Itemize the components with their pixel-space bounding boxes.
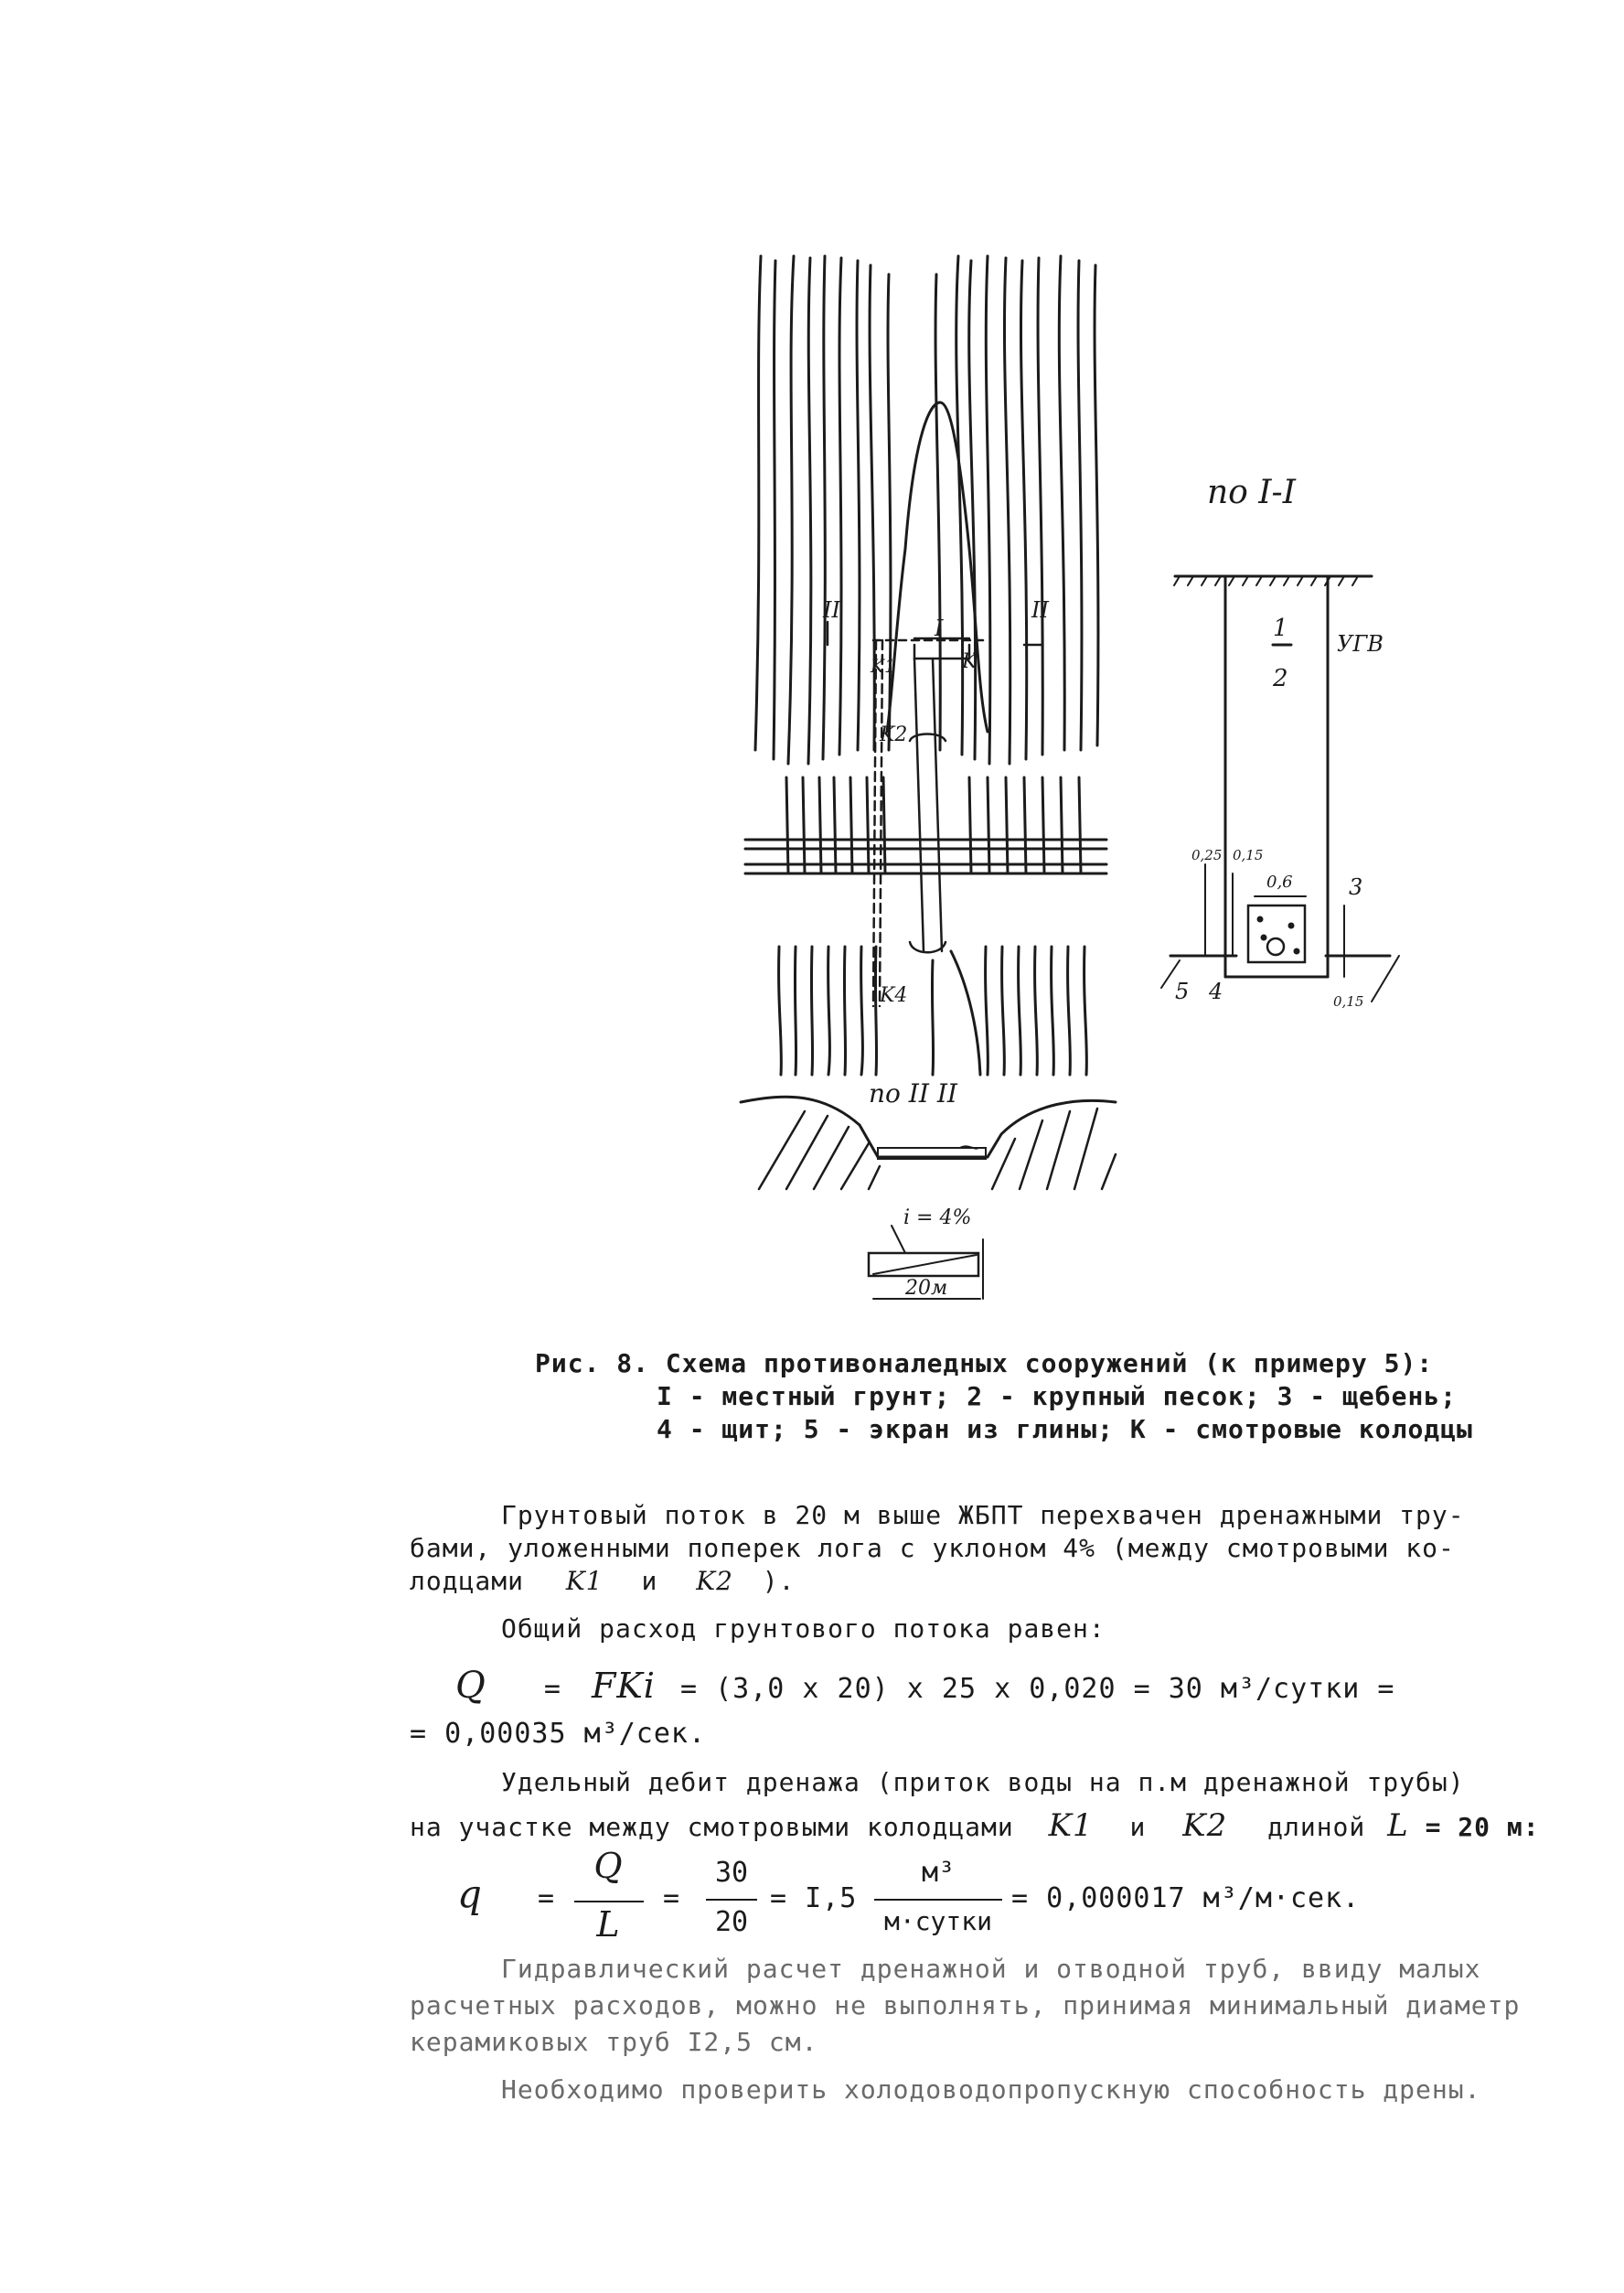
paragraph-1-line-2: бами, уложенными поперек лога с уклоном 4% (между смотровыми ко-: [410, 1533, 1455, 1563]
paragraph-1-line-3: [410, 1566, 796, 1596]
well-k2-label: K2: [880, 723, 908, 746]
length-value: = 20 м:: [1425, 1812, 1540, 1842]
section-1-title: по I-I: [1207, 474, 1296, 511]
plan-view-contours-bottom: [779, 947, 1087, 1075]
conjunction-2: и: [1129, 1812, 1147, 1842]
well-k2-symbol: K2: [696, 1566, 733, 1596]
conjunction: и: [641, 1566, 658, 1596]
formula-1-line-2: = 0,00035 м³/сек.: [410, 1718, 707, 1750]
dim-label-3: 0,6: [1266, 873, 1293, 892]
layer-2-label: 2: [1273, 665, 1288, 692]
plan-view-contours-middle: [745, 777, 1106, 873]
paragraph-2: Общий расход грунтового потока равен:: [501, 1613, 1106, 1644]
dim-label-1: 0,25: [1191, 847, 1223, 863]
paragraph-1-line-3-start: лодцами: [410, 1566, 525, 1596]
groundwater-level-label: УГВ: [1337, 631, 1384, 657]
paragraph-3-line-2-start: на участке между смотровыми колодцами: [410, 1812, 1014, 1842]
slope-label: i = 4%: [903, 1206, 972, 1229]
paragraph-1-line-1: Грунтовый поток в 20 м выше ЖБПТ перехвачен дренажными тру-: [501, 1500, 1465, 1530]
cut-mark-1: I: [935, 616, 944, 641]
fki-symbol: FKi: [591, 1666, 656, 1706]
well-k1-symbol-2: K1: [1048, 1807, 1094, 1844]
paragraph-1-line-3-end: ).: [762, 1566, 796, 1596]
fraction-3-numerator: м³: [921, 1857, 956, 1889]
well-k3-label: K: [962, 650, 978, 673]
well-k1-symbol: K1: [565, 1566, 604, 1596]
paragraph-3-line-2: [410, 1807, 1540, 1844]
fraction-2-bar: [706, 1899, 757, 1901]
cut-mark-2-right: II: [1031, 597, 1049, 623]
fraction-3-denominator: м·сутки: [883, 1906, 992, 1936]
fraction-2-numerator: 30: [714, 1857, 749, 1889]
formula-2-rhs: = 0,000017 м³/м·сек.: [1011, 1882, 1361, 1914]
fraction-2-denominator: 20: [714, 1906, 749, 1938]
length-word: длиной: [1267, 1812, 1366, 1842]
section-2-title: по II II: [869, 1078, 957, 1109]
formula-1: [455, 1665, 1395, 1707]
layer-1-label: 1: [1273, 615, 1288, 642]
formula-1-rhs: = (3,0 x 20) x 25 x 0,020 = 30 м³/сутки =: [679, 1673, 1395, 1705]
paragraph-4-line-2: расчетных расходов, можно не выполнять, принимая минимальный диаметр: [410, 1990, 1521, 2020]
layer-4-label: 4: [1209, 979, 1223, 1004]
length-label: 20м: [905, 1277, 948, 1300]
fraction-1-denominator: L: [596, 1904, 620, 1945]
fraction-1-bar: [574, 1901, 644, 1902]
length-symbol: L: [1387, 1807, 1409, 1844]
formula-2-equals-2: =: [663, 1882, 681, 1914]
paragraph-4-line-3: керамиковых труб I2,5 см.: [410, 2027, 818, 2057]
equals-sign: =: [543, 1673, 561, 1705]
formula-2-middle: = I,5: [770, 1882, 858, 1914]
section-2-drawing: [741, 1097, 1116, 1189]
formula-2-equals-1: =: [538, 1882, 556, 1914]
well-k1-label: K1: [871, 655, 896, 677]
paragraph-3-line-1: Удельный дебит дренажа (приток воды на п.м дренажной трубы): [501, 1767, 1465, 1797]
plan-view-contours-top: [755, 256, 1098, 764]
paragraph-5: Необходимо проверить холодоводопропускную способность дрены.: [501, 2074, 1481, 2105]
layer-3-label: 3: [1349, 874, 1363, 900]
figure-caption-line-3: 4 - щит; 5 - экран из глины; К - смотровые колодцы: [657, 1414, 1473, 1444]
dim-label-4: 0,15: [1333, 993, 1364, 1010]
well-k4-label: K4: [880, 984, 908, 1007]
well-k2-symbol-2: K2: [1182, 1807, 1228, 1844]
flow-symbol: Q: [455, 1665, 486, 1707]
paragraph-4-line-1: Гидравлический расчет дренажной и отводной труб, ввиду малых: [501, 1954, 1481, 1984]
specific-flow-symbol: q: [457, 1871, 482, 1916]
fraction-3-bar: [874, 1899, 1002, 1901]
dim-label-2: 0,15: [1233, 847, 1264, 863]
cut-mark-2-left: II: [823, 597, 840, 623]
figure-caption-line-1: Рис. 8. Схема противоналедных сооружений (к примеру 5):: [535, 1348, 1434, 1378]
layer-5-label: 5: [1175, 979, 1190, 1004]
cut-mark-1: [914, 638, 969, 659]
fraction-1-numerator: Q: [593, 1846, 623, 1886]
figure-caption-line-2: I - местный грунт; 2 - крупный песок; 3 - щебень;: [657, 1381, 1458, 1411]
